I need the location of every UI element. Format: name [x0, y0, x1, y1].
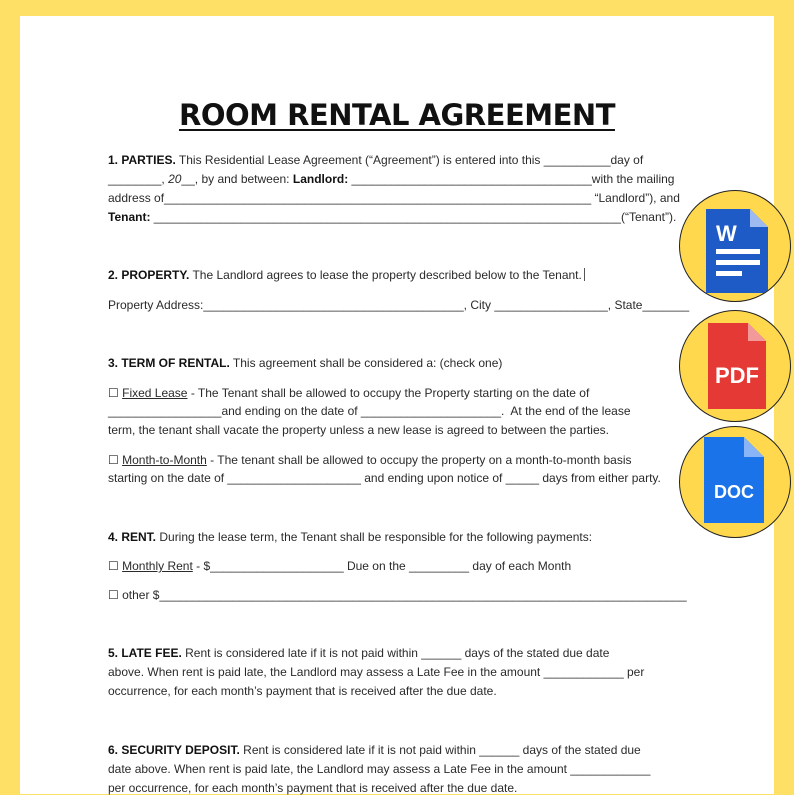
s3-line-1	[108, 356, 502, 370]
s5-line-2: above. When rent is paid late, the Landlord may assess a Late Fee in the amount ____________ per	[108, 665, 645, 679]
s1-blank-date: ________,	[108, 172, 169, 186]
month-to-month-label: Month-to-Month	[122, 453, 207, 467]
s1-between: , by and between:	[194, 172, 293, 186]
text-cursor	[584, 268, 585, 281]
word-icon	[680, 191, 791, 302]
s2-line-1	[108, 268, 585, 282]
s5-line-3: occurrence, for each month’s payment that is received after the due date.	[108, 684, 497, 698]
document-title: ROOM RENTAL AGREEMENT	[179, 98, 615, 132]
s6-text-1: Rent is considered late if it is not paid within ______ days of the stated due	[239, 743, 641, 757]
s1-line-1	[108, 153, 643, 167]
s1-year-blank: __	[181, 172, 195, 186]
s4-text: During the lease term, the Tenant shall be responsible for the following payments:	[156, 530, 593, 544]
s1-text-1: This Residential Lease Agreement (“Agreement”) is entered into this __________day of	[175, 153, 644, 167]
s3-text: This agreement shall be considered a: (check one)	[229, 356, 503, 370]
month-to-month-text: - The tenant shall be allowed to occupy the property on a month-to-month basis	[206, 453, 632, 467]
doc-format-badge[interactable]	[679, 426, 791, 538]
pdf-label: PDF	[715, 363, 759, 388]
s1-landlord-label: Landlord:	[292, 172, 349, 186]
s4-monthly-line	[108, 559, 571, 573]
s1-line-2	[108, 172, 674, 186]
s6-line-3: per occurrence, for each month’s payment that is received after the due date.	[108, 781, 518, 795]
s1-landlord-blank: ____________________________________with the mailing	[348, 172, 675, 186]
s1-line-4	[108, 210, 676, 224]
s4-line-1	[108, 530, 592, 544]
word-letter: W	[716, 221, 737, 246]
s1-line-3: address of________________________________________________________________ “Landlord”), and	[108, 191, 680, 205]
doc-icon	[680, 427, 791, 538]
s3-m2m-line-2: starting on the date of ____________________ and ending upon notice of _____ days from either party.	[108, 471, 661, 485]
fixed-lease-text: - The Tenant shall be allowed to occupy the Property starting on the date of	[187, 386, 590, 400]
s3-fixed-line-3: term, the tenant shall vacate the property unless a new lease is agreed to between the parties.	[108, 423, 609, 437]
s3-fixed-line-1	[108, 386, 589, 400]
word-format-badge[interactable]	[679, 190, 791, 302]
s3-heading: 3. TERM OF RENTAL.	[108, 356, 230, 370]
other-checkbox[interactable]: ☐	[108, 588, 119, 602]
s1-year: 20	[168, 172, 182, 186]
month-to-month-checkbox[interactable]: ☐	[108, 453, 119, 467]
monthly-rent-label: Monthly Rent	[122, 559, 193, 573]
s1-tenant-blank: ______________________________________________________________________(“Tenant”).	[150, 210, 677, 224]
s5-heading: 5. LATE FEE.	[108, 646, 182, 660]
s4-heading: 4. RENT.	[108, 530, 157, 544]
s5-text-1: Rent is considered late if it is not paid within ______ days of the stated due date	[181, 646, 610, 660]
doc-label: DOC	[714, 482, 754, 502]
fixed-lease-checkbox[interactable]: ☐	[108, 386, 119, 400]
s2-text: The Landlord agrees to lease the property described below to the Tenant.	[189, 268, 582, 282]
s4-other-line	[108, 588, 687, 602]
pdf-format-badge[interactable]	[679, 310, 791, 422]
s6-line-1	[108, 743, 641, 757]
fixed-lease-label: Fixed Lease	[122, 386, 188, 400]
s5-line-1	[108, 646, 609, 660]
other-text: other $_______________________________________________________________________________	[122, 588, 687, 602]
monthly-rent-checkbox[interactable]: ☐	[108, 559, 119, 573]
s2-heading: 2. PROPERTY.	[108, 268, 190, 282]
monthly-rent-text: - $____________________ Due on the _________ day of each Month	[192, 559, 572, 573]
s6-heading: 6. SECURITY DEPOSIT.	[108, 743, 240, 757]
s3-fixed-line-2: _________________and ending on the date of _____________________. At the end of the lease	[108, 404, 631, 418]
s2-address-line: Property Address:_______________________________________, City _________________, State_______	[108, 298, 690, 312]
s1-heading: 1. PARTIES.	[108, 153, 176, 167]
s6-line-2: date above. When rent is paid late, the Landlord may assess a Late Fee in the amount ____________	[108, 762, 651, 776]
s1-tenant-label: Tenant:	[108, 210, 151, 224]
pdf-icon	[680, 311, 791, 422]
s3-m2m-line-1	[108, 453, 632, 467]
